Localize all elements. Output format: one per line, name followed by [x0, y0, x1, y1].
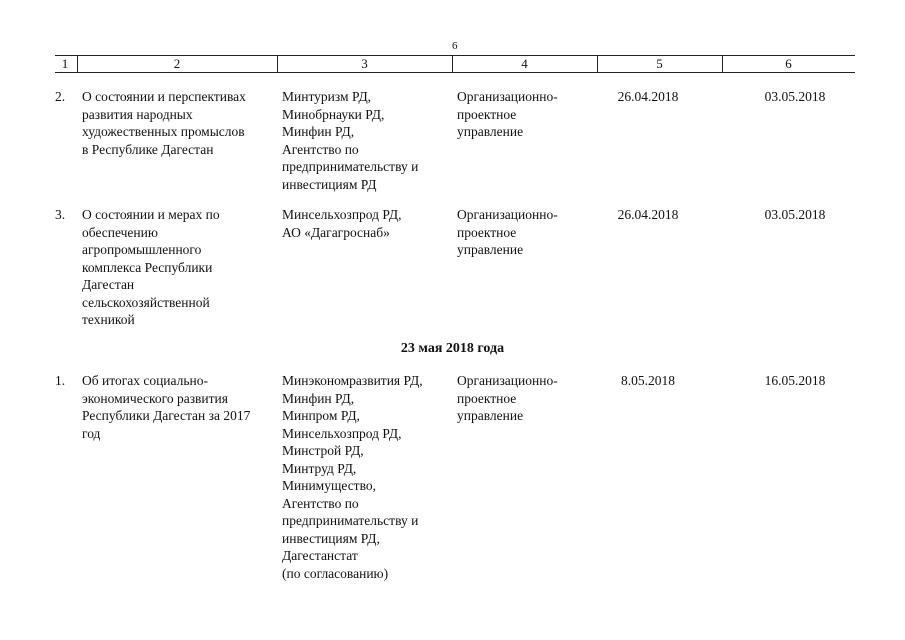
header-col-5: 5	[656, 56, 663, 71]
resp-line: Минфин РД,	[282, 390, 355, 406]
header-col-6: 6	[785, 56, 792, 71]
resp-line: Агентство по	[282, 495, 359, 511]
title-line: художественных промыслов	[82, 124, 245, 139]
resp-line: Минтруд РД,	[282, 460, 357, 476]
resp-line: Минстрой РД,	[282, 443, 364, 458]
row-responsible	[282, 206, 447, 241]
title-line: сельскохозяйственной	[82, 294, 210, 310]
prep-line: Организационно-	[457, 373, 558, 388]
header-col-3: 3	[361, 56, 368, 71]
row-preparer	[457, 206, 587, 259]
row-date-submit: 26.04.2018	[617, 207, 679, 222]
resp-line: Минпром РД,	[282, 408, 360, 423]
prep-line: проектное	[457, 224, 517, 240]
row-number: 3.	[55, 207, 66, 222]
prep-line: управление	[457, 242, 524, 257]
resp-line: (по согласованию)	[282, 565, 389, 581]
prep-line: управление	[457, 124, 524, 139]
title-line: агропромышленного	[82, 242, 202, 257]
title-line: в Республике Дагестан	[82, 141, 214, 157]
header-col-4: 4	[521, 56, 528, 71]
title-line: Об итогах социально-	[82, 373, 209, 388]
resp-line: Дагестанстат	[282, 548, 358, 563]
resp-line: предпринимательству и	[282, 513, 419, 528]
title-line: Республики Дагестан за 2017	[82, 408, 251, 423]
title-line: Дагестан	[82, 277, 135, 292]
resp-line: инвестициям РД	[282, 176, 377, 192]
row-title	[82, 206, 274, 329]
resp-line: предпринимательству и	[282, 159, 419, 174]
prep-line: Организационно-	[457, 207, 558, 222]
resp-line: АО «Дагагроснаб»	[282, 224, 390, 240]
row-date-deadline: 03.05.2018	[764, 207, 826, 222]
title-line: О состоянии и перспективах	[82, 89, 246, 104]
resp-line: Минсельхозпрод РД,	[282, 425, 402, 441]
title-line: экономического развития	[82, 390, 228, 406]
section-date-heading: 23 мая 2018 года	[400, 341, 505, 356]
prep-line: проектное	[457, 390, 517, 406]
resp-line: Минтуризм РД,	[282, 89, 372, 104]
prep-line: управление	[457, 408, 524, 423]
row-preparer	[457, 88, 587, 141]
table-header	[55, 55, 855, 73]
row-date-submit: 8.05.2018	[621, 373, 675, 388]
prep-line: Организационно-	[457, 89, 558, 104]
resp-line: Минсельхозпрод РД,	[282, 207, 402, 222]
title-line: техникой	[82, 312, 135, 327]
title-line: обеспечению	[82, 224, 158, 240]
resp-line: Минфин РД,	[282, 124, 355, 139]
title-line: О состоянии и мерах по	[82, 207, 220, 222]
page-number: 6	[452, 40, 458, 52]
header-col-2: 2	[173, 56, 181, 71]
row-date-submit: 26.04.2018	[617, 89, 679, 104]
row-responsible	[282, 88, 447, 193]
row-title	[82, 88, 274, 158]
prep-line: проектное	[457, 106, 517, 122]
row-number: 2.	[55, 89, 66, 104]
resp-line: Агентство по	[282, 141, 359, 157]
row-preparer	[457, 372, 587, 425]
row-responsible	[282, 372, 447, 582]
row-date-deadline: 16.05.2018	[764, 373, 826, 388]
resp-line: Минобрнауки РД,	[282, 106, 385, 122]
resp-line: Минимущество,	[282, 478, 376, 493]
row-date-deadline: 03.05.2018	[764, 89, 826, 104]
title-line: год	[82, 425, 101, 441]
header-col-1: 1	[61, 56, 69, 71]
title-line: комплекса Республики	[82, 259, 213, 275]
resp-line: инвестициям РД,	[282, 530, 380, 546]
title-line: развития народных	[82, 106, 193, 122]
row-number: 1.	[55, 373, 66, 388]
row-title	[82, 372, 274, 442]
resp-line: Минэкономразвития РД,	[282, 373, 423, 388]
